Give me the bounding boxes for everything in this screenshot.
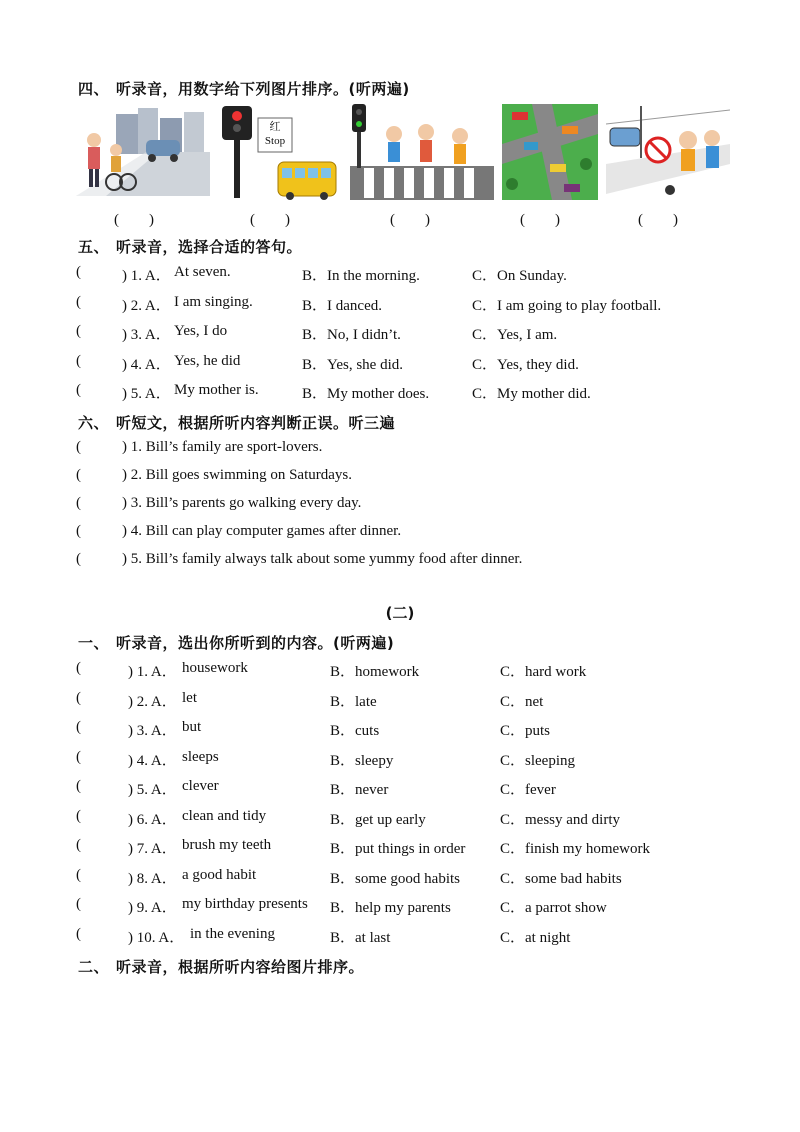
p2-q2-option-c[interactable]: C．net xyxy=(500,694,544,710)
p2-q4-option-c[interactable]: C．sleeping xyxy=(500,753,575,769)
picture-answer-blanks xyxy=(0,208,800,232)
s5-question-5: ( ) 5. A． My mother is. B．My mother does. C．My mother did. xyxy=(76,382,591,402)
p2-question-9: ( ) 9. A． my birthday presents B．help my parents C．a parrot show xyxy=(76,896,607,916)
p2-q10-option-b[interactable]: B．at last xyxy=(330,930,391,946)
s5-q2-option-b[interactable]: B．I danced. xyxy=(302,298,382,314)
traffic-map-icon xyxy=(502,104,598,200)
p2-q6-option-b[interactable]: B．get up early xyxy=(330,812,426,828)
p2-question-2: ( ) 2. A． let B．late C．net xyxy=(76,690,544,710)
p2-q2-option-a[interactable]: let xyxy=(182,690,197,706)
part2-section-1-heading: 一、 听录音，选出你所听到的内容。(听两遍) xyxy=(78,634,395,652)
p2-question-5: ( ) 5. A． clever B．never C．fever xyxy=(76,778,556,798)
picture-blank-2[interactable]: ( ) xyxy=(250,212,290,228)
p2-q1-option-b[interactable]: B．homework xyxy=(330,664,420,680)
p2-question-8: ( ) 8. A． a good habit B．some good habits C．some bad habits xyxy=(76,867,622,887)
s5-q5-option-a[interactable]: My mother is. xyxy=(174,382,259,398)
p2-q5-option-a[interactable]: clever xyxy=(182,778,219,794)
s5-q1-option-b[interactable]: B．In the morning. xyxy=(302,268,420,284)
p2-q7-option-c[interactable]: C．finish my homework xyxy=(500,841,650,857)
section-4-heading: 四、 听录音，用数字给下列图片排序。(听两遍) xyxy=(78,80,410,98)
p2-q4-option-a[interactable]: sleeps xyxy=(182,749,219,765)
p2-q10-option-c[interactable]: C．at night xyxy=(500,930,571,946)
p2-q4-option-b[interactable]: B．sleepy xyxy=(330,753,394,769)
p2-q5-option-c[interactable]: C．fever xyxy=(500,782,556,798)
s6-statement-3: ( ) 3. Bill’s parents go walking every day. xyxy=(76,495,362,511)
s5-question-4: ( ) 4. A． Yes, he did B．Yes, she did. C．Yes, they did. xyxy=(76,353,579,373)
p2-question-4: ( ) 4. A． sleeps B．sleepy C．sleeping xyxy=(76,749,575,769)
p2-q1-option-c[interactable]: C．hard work xyxy=(500,664,587,680)
p2-q5-option-b[interactable]: B．never xyxy=(330,782,389,798)
s5-question-3: ( ) 3. A． Yes, I do B．No, I didn’t. C．Yes, I am. xyxy=(76,323,558,343)
part2-section-2-heading: 二、 听录音，根据所听内容给图片排序。 xyxy=(78,958,365,976)
part-2-title: (二) xyxy=(385,604,415,622)
s5-q4-option-b[interactable]: B．Yes, she did. xyxy=(302,357,403,373)
p2-q3-option-b[interactable]: B．cuts xyxy=(330,723,380,739)
picture-blank-5[interactable]: ( ) xyxy=(638,212,678,228)
s5-q2-option-c[interactable]: C．I am going to play football. xyxy=(472,298,662,314)
p2-q9-option-a[interactable]: my birthday presents xyxy=(182,896,308,912)
p2-q8-option-c[interactable]: C．some bad habits xyxy=(500,871,622,887)
picture-blank-1[interactable]: ( ) xyxy=(114,212,154,228)
p2-question-3: ( ) 3. A． but B．cuts C．puts xyxy=(76,719,551,739)
s6-statement-4: ( ) 4. Bill can play computer games after dinner. xyxy=(76,523,402,539)
p2-q9-option-c[interactable]: C．a parrot show xyxy=(500,900,607,916)
p2-q1-option-a[interactable]: housework xyxy=(182,660,248,676)
p2-question-7: ( ) 7. A． brush my teeth B．put things in order C．finish my homework xyxy=(76,837,650,857)
p2-q3-option-a[interactable]: but xyxy=(182,719,202,735)
s5-q5-option-c[interactable]: C．My mother did. xyxy=(472,386,591,402)
s6-statement-1: ( ) 1. Bill’s family are sport-lovers. xyxy=(76,439,323,455)
section-5-heading: 五、 听录音，选择合适的答句。 xyxy=(78,238,303,256)
p2-q6-option-a[interactable]: clean and tidy xyxy=(182,808,267,824)
s5-q1-option-a[interactable]: At seven. xyxy=(174,264,231,280)
s5-q3-option-a[interactable]: Yes, I do xyxy=(174,323,228,339)
p2-question-10: ( ) 10. A． in the evening B．at last C．at night xyxy=(76,926,571,946)
p2-q7-option-b[interactable]: B．put things in order xyxy=(330,841,466,857)
s5-q1-option-c[interactable]: C．On Sunday. xyxy=(472,268,567,284)
s5-q2-option-a[interactable]: I am singing. xyxy=(174,294,253,310)
crossroad-icon xyxy=(76,104,210,196)
s6-statement-2: ( ) 2. Bill goes swimming on Saturdays. xyxy=(76,467,352,483)
stop-sign-label: 红 Stop xyxy=(264,121,286,147)
section-6-heading: 六、 听短文，根据所听内容判断正误。听三遍 xyxy=(78,414,396,432)
picture-blank-4[interactable]: ( ) xyxy=(520,212,560,228)
p2-q8-option-a[interactable]: a good habit xyxy=(182,867,257,883)
picture-blank-3[interactable]: ( ) xyxy=(390,212,430,228)
p2-question-6: ( ) 6. A． clean and tidy B．get up early C．messy and dirty xyxy=(76,808,620,828)
p2-q6-option-c[interactable]: C．messy and dirty xyxy=(500,812,620,828)
p2-question-1: ( ) 1. A． housework B．homework C．hard work xyxy=(76,660,587,680)
s5-q4-option-a[interactable]: Yes, he did xyxy=(174,353,241,369)
traffic-light-stop-icon xyxy=(220,104,340,200)
s5-question-1: ( ) 1. A． At seven. B．In the morning. C．On Sunday. xyxy=(76,264,567,284)
s5-q4-option-c[interactable]: C．Yes, they did. xyxy=(472,357,579,373)
p2-q3-option-c[interactable]: C．puts xyxy=(500,723,551,739)
picture-row xyxy=(76,104,736,204)
s6-statement-5: ( ) 5. Bill’s family always talk about some yummy food after dinner. xyxy=(76,551,523,567)
s5-q3-option-c[interactable]: C．Yes, I am. xyxy=(472,327,558,343)
p2-q8-option-b[interactable]: B．some good habits xyxy=(330,871,460,887)
p2-q2-option-b[interactable]: B．late xyxy=(330,694,377,710)
s5-question-2: ( ) 2. A． I am singing. B．I danced. C．I am going to play football. xyxy=(76,294,662,314)
no-football-road-icon xyxy=(606,104,730,200)
zebra-crossing-icon xyxy=(350,104,494,200)
s5-q3-option-b[interactable]: B．No, I didn’t. xyxy=(302,327,401,343)
p2-q7-option-a[interactable]: brush my teeth xyxy=(182,837,272,853)
s5-q5-option-b[interactable]: B．My mother does. xyxy=(302,386,430,402)
p2-q9-option-b[interactable]: B．help my parents xyxy=(330,900,451,916)
p2-q10-option-a[interactable]: in the evening xyxy=(190,926,275,942)
